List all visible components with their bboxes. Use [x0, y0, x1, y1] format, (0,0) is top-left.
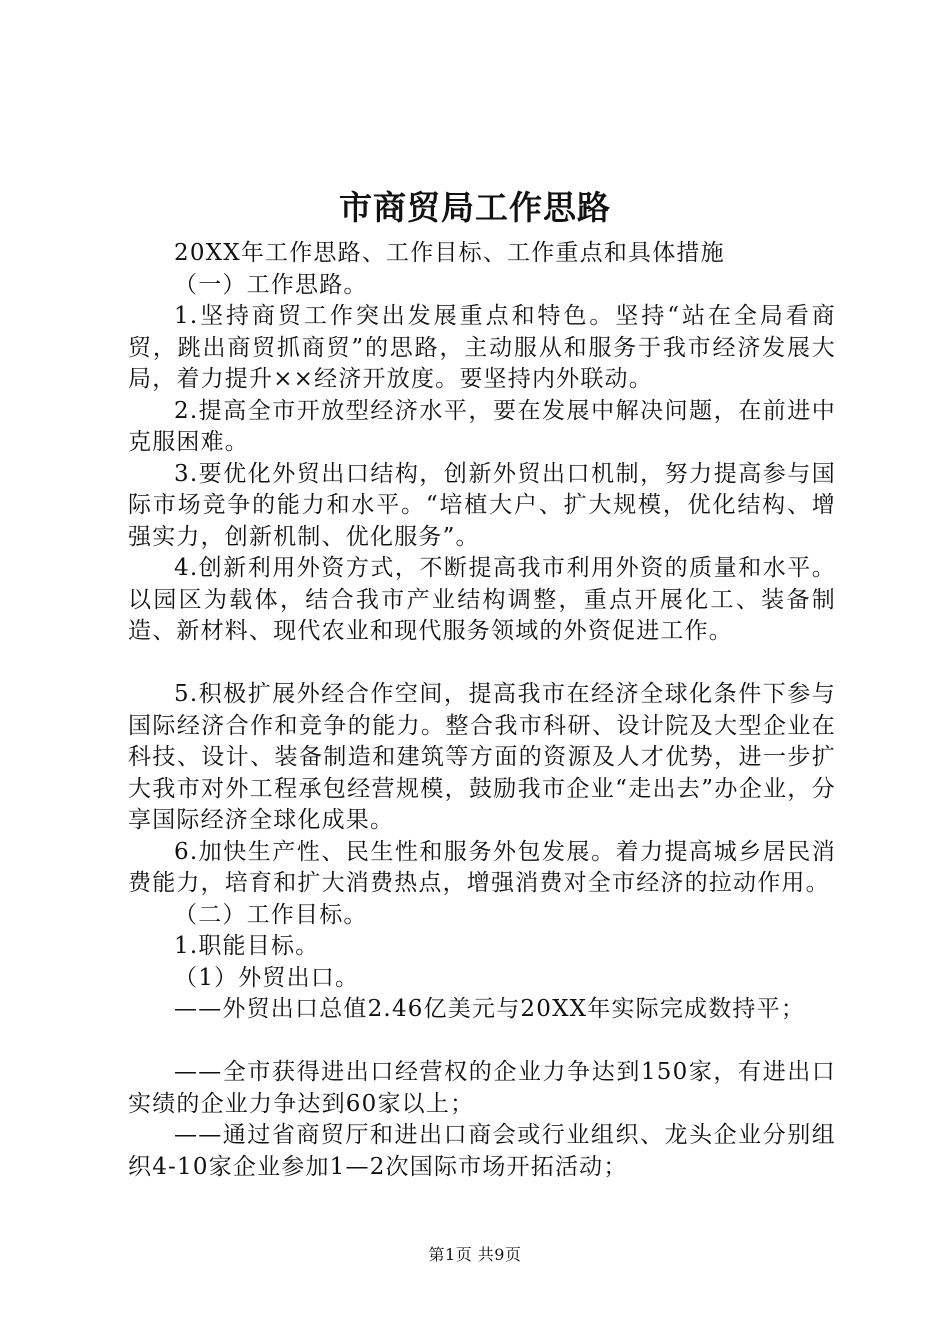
page-footer: 第1页 共9页 [428, 1245, 522, 1264]
paragraph-item-5: 5.积极扩展外经合作空间，提高我市在经济全球化条件下参与国际经济合作和竞争的能力。整合我市科研、设计院及大型企业在科技、设计、装备制造和建筑等方面的资源及人才优势，进一步扩大我市对外工程承包经营规模，鼓励我市企业“走出去”办企业，分享国际经济全球化成果。 [128, 681, 836, 833]
paragraph-target-export-value: ——外贸出口总值2.46亿美元与20XX年实际完成数持平； [174, 996, 806, 1022]
paragraph-goal-1: 1.职能目标。 [174, 933, 320, 959]
paragraph-section-2: （二）工作目标。 [174, 901, 368, 928]
paragraph-item-1: 1.坚持商贸工作突出发展重点和特色。坚持“站在全局看商贸，跳出商贸抓商贸”的思路，主动服从和服务于我市经济发展大局，着力提升××经济开放度。要坚持内外联动。 [128, 303, 836, 392]
paragraph-section-1: （一）工作思路。 [174, 271, 368, 298]
document-body [128, 238, 836, 1183]
paragraph-target-enterprises: ——全市获得进出口经营权的企业力争达到150家，有进出口实绩的企业力争达到60家以上； [128, 1059, 836, 1117]
paragraph-goal-1-1: （1）外贸出口。 [174, 964, 360, 991]
document-title: 市商贸局工作思路 [339, 188, 611, 227]
paragraph-heading: 20XX年工作思路、工作目标、工作重点和具体措施 [174, 240, 725, 266]
paragraph-item-3: 3.要优化外贸出口结构，创新外贸出口机制，努力提高参与国际市场竞争的能力和水平。“培植大户、扩大规模，优化结构、增强实力，创新机制、优化服务”。 [128, 460, 836, 550]
paragraph-item-4: 4.创新利用外资方式，不断提高我市利用外资的质量和水平。以园区为载体，结合我市产业结构调整，重点开展化工、装备制造、新材料、现代农业和现代服务领域的外资促进工作。 [128, 555, 836, 644]
paragraph-target-market-activities: ——通过省商贸厅和进出口商会或行业组织、龙头企业分别组织4-10家企业参加1—2次国际市场开拓活动； [128, 1122, 836, 1180]
paragraph-item-2: 2.提高全市开放型经济水平，要在发展中解决问题，在前进中克服困难。 [128, 397, 836, 455]
paragraph-item-6: 6.加快生产性、民生性和服务外包发展。着力提高城乡居民消费能力，培育和扩大消费热点，增强消费对全市经济的拉动作用。 [128, 838, 836, 896]
